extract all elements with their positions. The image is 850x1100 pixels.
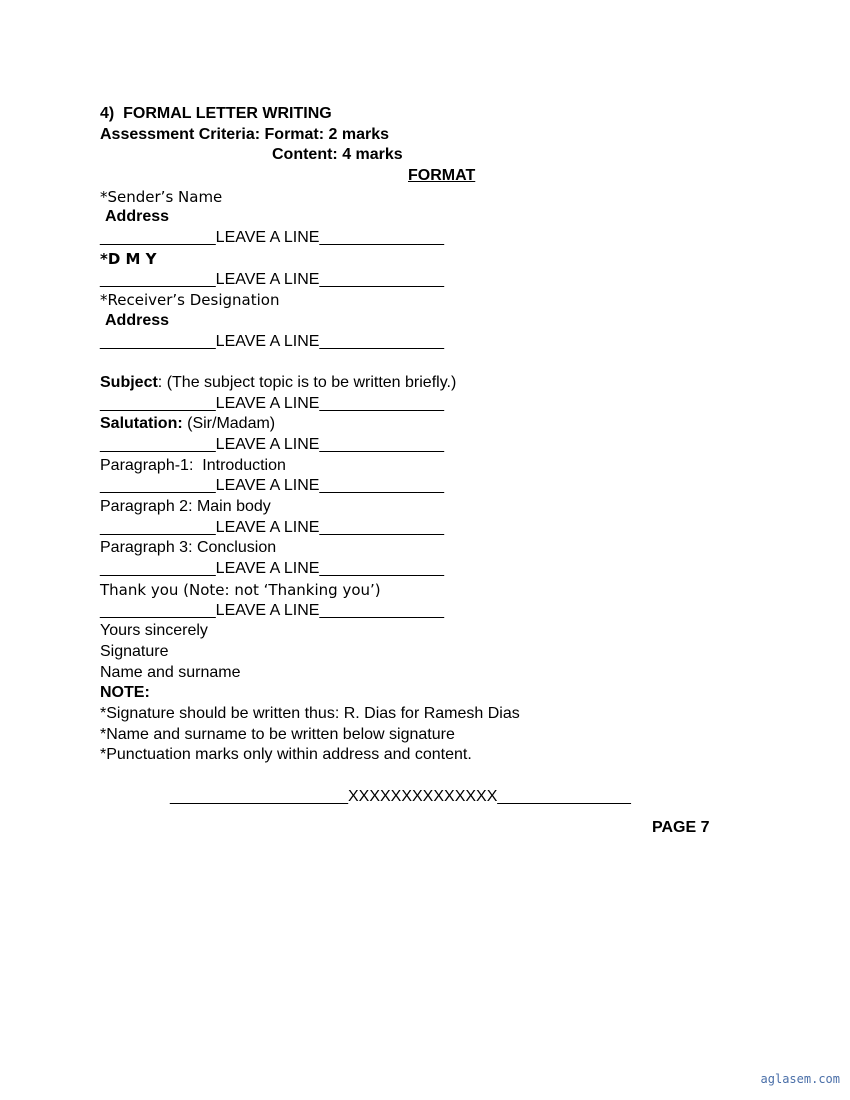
date-dmy: *D M Y: [100, 249, 157, 268]
criteria-format: Assessment Criteria: Format: 2 marks: [100, 125, 390, 143]
spacer: [100, 352, 740, 373]
watermark-link[interactable]: aglasem.com: [760, 1072, 840, 1086]
thank-you-line: Thank you (Note: not ‘Thanking you’): [100, 580, 381, 599]
leave-line-4: _____________LEAVE A LINE______________: [100, 394, 445, 412]
leave-line-9: _____________LEAVE A LINE______________: [100, 601, 445, 619]
leave-line-7: _____________LEAVE A LINE______________: [100, 518, 445, 536]
leave-line-2: _____________LEAVE A LINE______________: [100, 270, 445, 288]
name-surname: Name and surname: [100, 663, 241, 681]
paragraph-1: Paragraph-1: Introduction: [100, 456, 286, 474]
criteria-content: Content: 4 marks: [272, 146, 403, 164]
note-item: *Punctuation marks only within address and content.: [100, 746, 472, 764]
sender-name: *Sender’s Name: [100, 187, 223, 206]
paragraph-2: Paragraph 2: Main body: [100, 498, 271, 516]
section-heading: 4) FORMAL LETTER WRITING: [100, 105, 332, 122]
signature: Signature: [100, 642, 169, 660]
receiver-address: Address: [105, 311, 170, 329]
closing: Yours sincerely: [100, 622, 208, 640]
end-divider: ____________________XXXXXXXXXXXXXX_______________: [170, 788, 631, 805]
document-body: [100, 104, 740, 766]
salutation-line: [100, 414, 740, 435]
receiver-designation: *Receiver’s Designation: [100, 291, 280, 310]
subject-text: : (The subject topic is to be written briefly.): [157, 373, 457, 391]
salutation-text: (Sir/Madam): [182, 415, 276, 433]
note-label: NOTE:: [100, 684, 150, 702]
subject-line: [100, 373, 740, 394]
subject-label: Subject: [100, 373, 158, 391]
sender-address: Address: [105, 208, 170, 226]
paragraph-3: Paragraph 3: Conclusion: [100, 539, 277, 557]
leave-line-1: _____________LEAVE A LINE______________: [100, 229, 445, 247]
leave-line-8: _____________LEAVE A LINE______________: [100, 560, 445, 578]
leave-line-3: _____________LEAVE A LINE______________: [100, 332, 445, 350]
leave-line-5: _____________LEAVE A LINE______________: [100, 436, 445, 453]
leave-line-6: _____________LEAVE A LINE______________: [100, 477, 445, 495]
note-item: *Name and surname to be written below signature: [100, 725, 455, 743]
format-title: FORMAT: [408, 167, 476, 185]
salutation-label: Salutation:: [100, 415, 183, 433]
note-item: *Signature should be written thus: R. Dias for Ramesh Dias: [100, 704, 520, 722]
page-number: PAGE 7: [652, 819, 710, 836]
